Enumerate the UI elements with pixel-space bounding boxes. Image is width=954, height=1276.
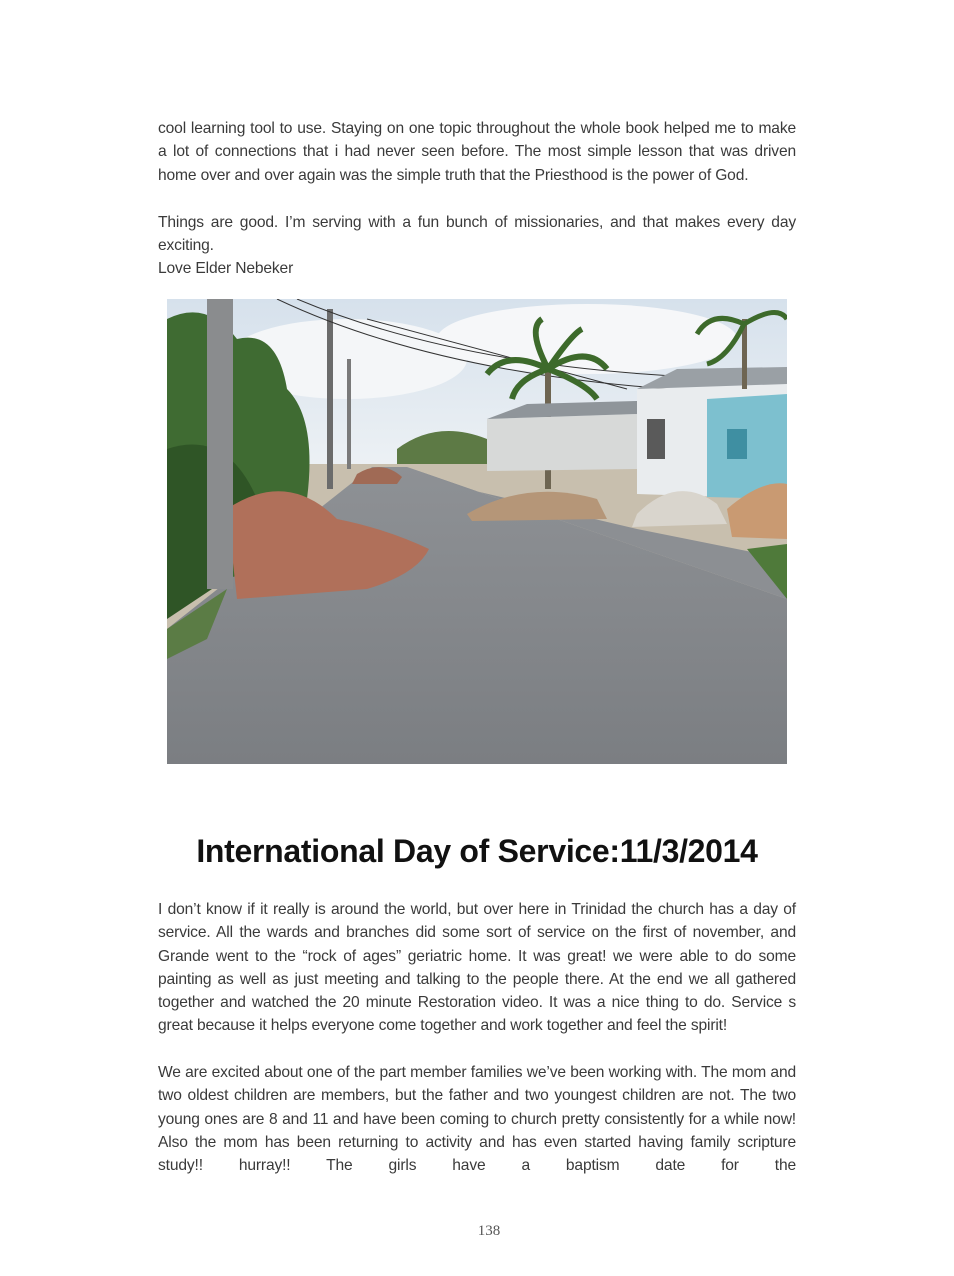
body-paragraph-1: cool learning tool to use. Staying on one topic throughout the whole book helped me to make a lot of connections that i had never seen before. The most simple lesson that was driven home over and over again was the simple truth that the Priesthood is the power of God. [158,120,796,184]
section-heading: International Day of Service:11/3/2014 [196,833,758,869]
body-paragraph-2: Things are good. I’m serving with a fun bunch of missionaries, and that makes every day exciting. [158,214,796,255]
signature-line: Love Elder Nebeker [158,260,294,277]
body-paragraph-4: We are excited about one of the part member families we’ve been working with. The mom and two oldest children are members, but the father and two youngest children are not. The two young ones are 8 and 11 and have been coming to church pretty consistently for a while now! Also the mom has been returning to activity and has even started having family scripture study!! hurray!! The girls have a baptism date for the [158,1064,796,1175]
page-number: 138 [477,1223,501,1239]
street-photo [167,299,787,764]
body-paragraph-3: I don’t know if it really is around the world, but over here in Trinidad the church has a day of service. All the wards and branches did some sort of service on the first of november, and Grande went to the “rock of ages” geriatric home. It was great! we were able to do some painting as well as just meeting and talking to the people there. At the end we all gathered together and watched the 20 minute Restoration video. It was a nice thing to do. Service s great because it helps everyone come together and work together and feel the spirit! [158,901,796,1035]
